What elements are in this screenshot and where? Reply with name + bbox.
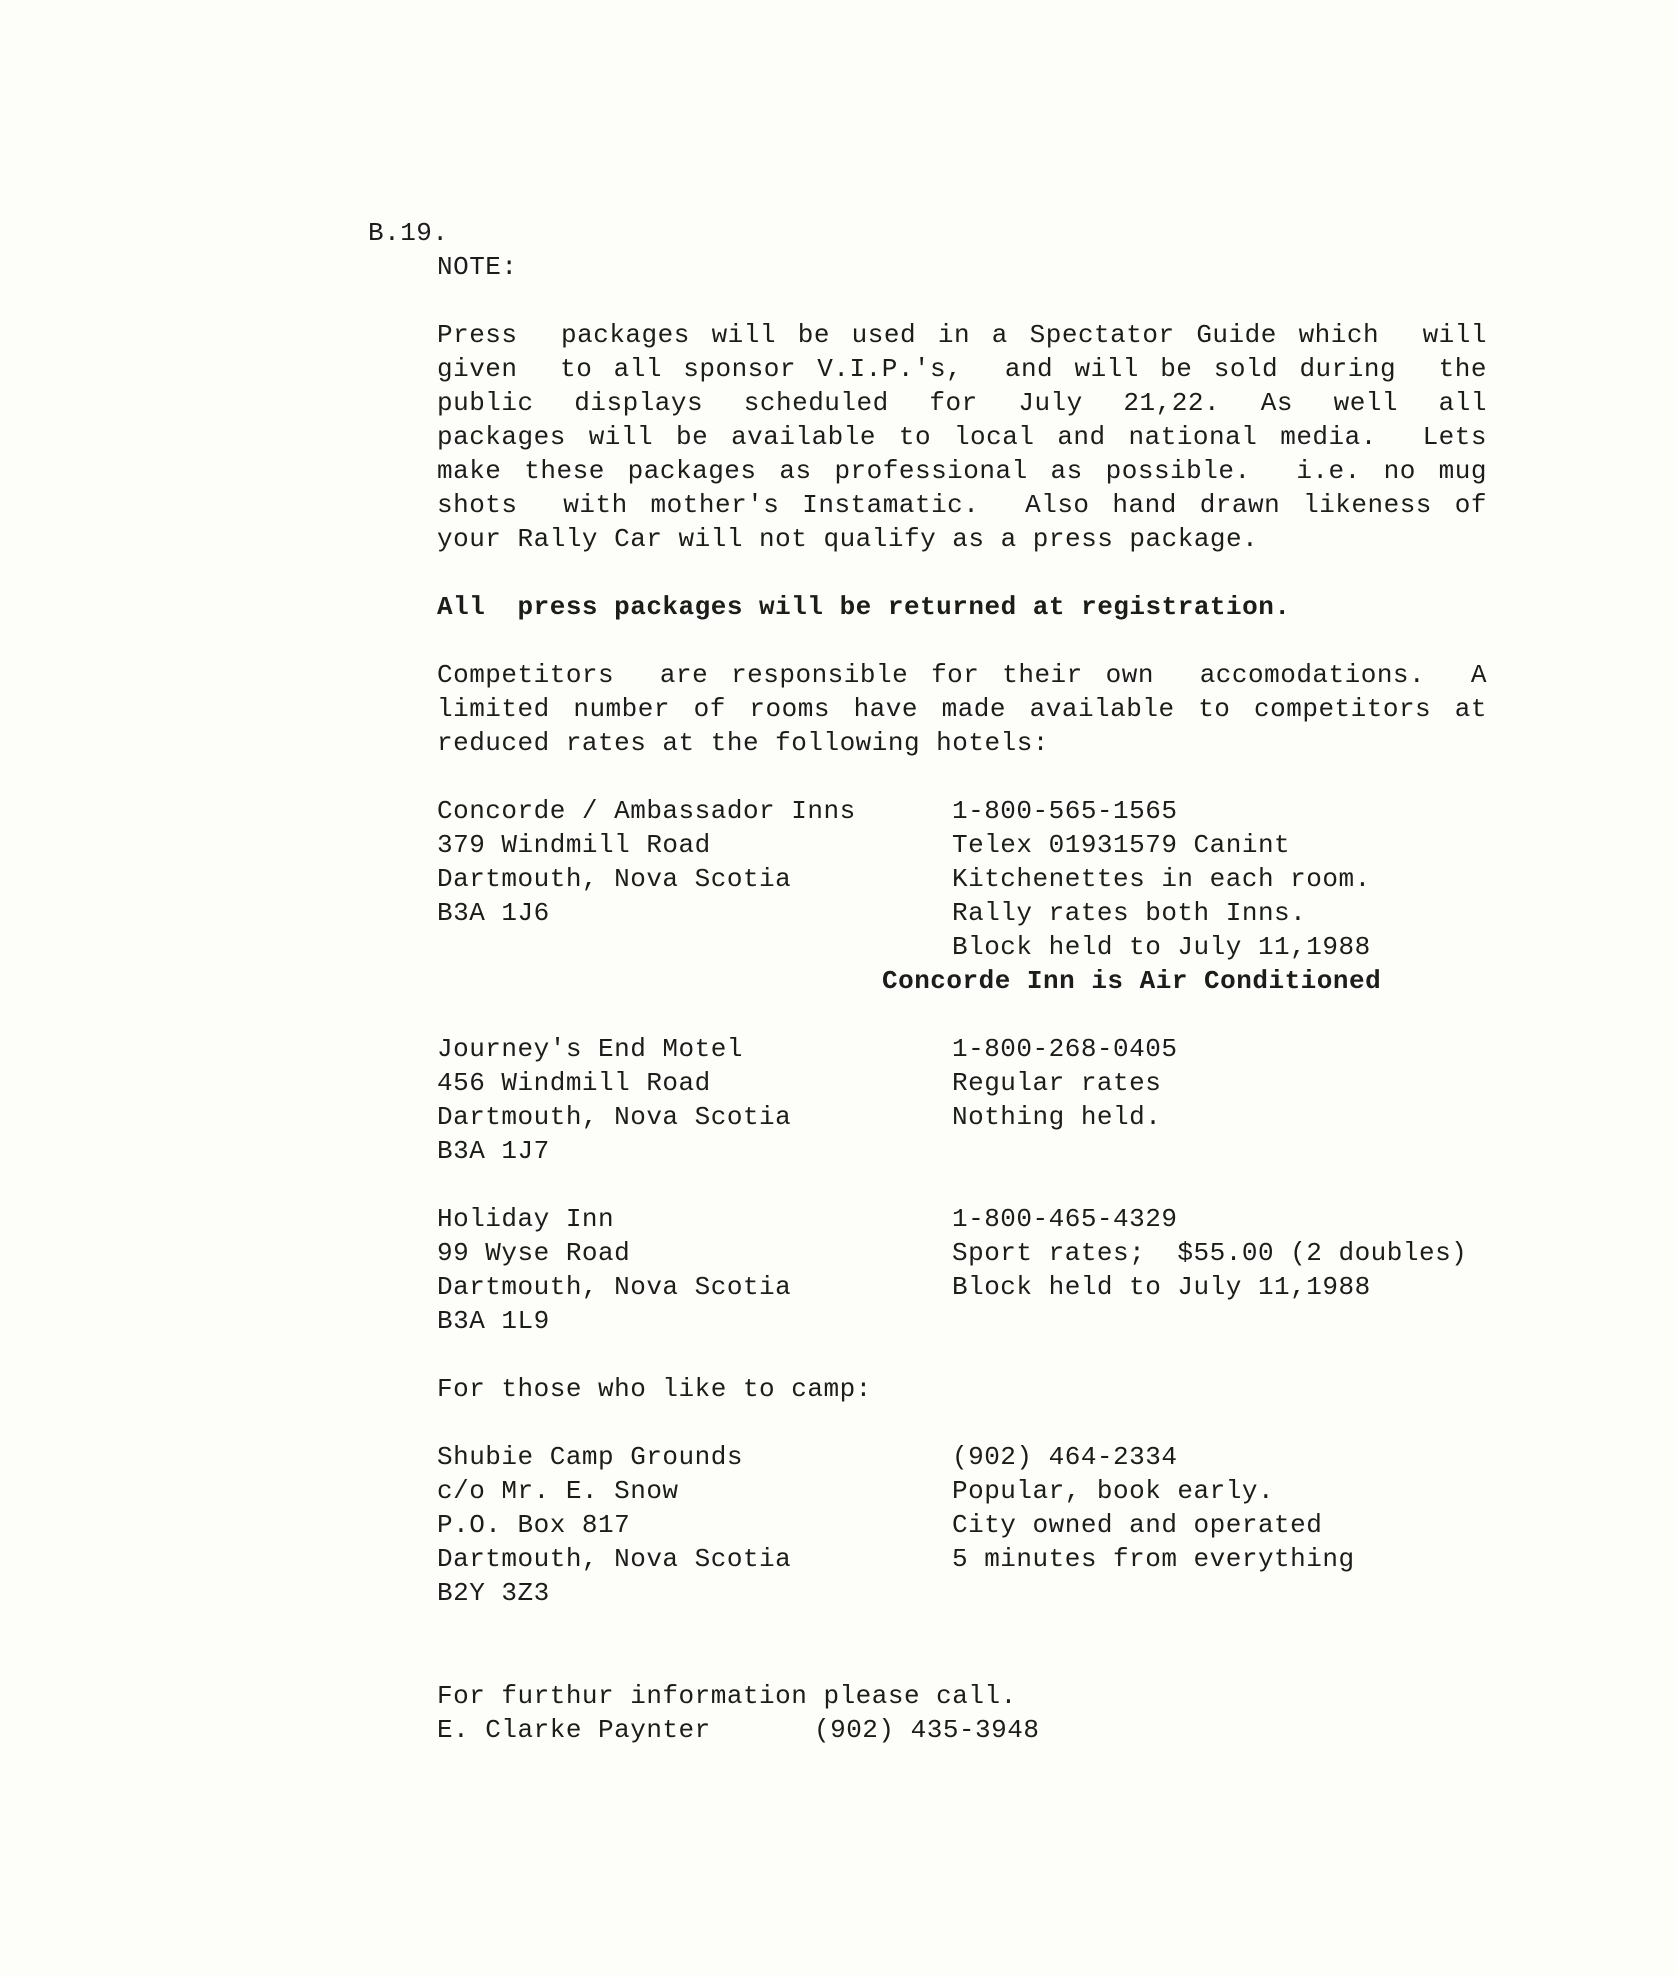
hotel-city: Dartmouth, Nova Scotia <box>437 1272 792 1302</box>
footer-contact-name: E. Clarke Paynter <box>437 1715 711 1745</box>
camp-po-box: P.O. Box 817 <box>437 1510 631 1540</box>
paragraph-line: make these packages as professional as possible. i.e. no mug <box>437 456 1487 486</box>
camp-detail: Popular, book early. <box>952 1476 1275 1506</box>
hotel-detail: Block held to July 11,1988 <box>952 1272 1371 1302</box>
footer-info-line: For furthur information please call. <box>437 1681 1017 1711</box>
hotel-phone: 1-800-465-4329 <box>952 1204 1178 1234</box>
hotel-phone: 1-800-565-1565 <box>952 796 1178 826</box>
camp-name: Shubie Camp Grounds <box>437 1442 743 1472</box>
hotel-postal-code: B3A 1J7 <box>437 1136 550 1166</box>
paragraph-line: given to all sponsor V.I.P.'s, and will be sold during the <box>437 354 1487 384</box>
camp-contact: c/o Mr. E. Snow <box>437 1476 679 1506</box>
hotel-street: 99 Wyse Road <box>437 1238 631 1268</box>
paragraph-line: Competitors are responsible for their own accomodations. A <box>437 660 1487 690</box>
hotel-street: 456 Windmill Road <box>437 1068 711 1098</box>
camp-phone: (902) 464-2334 <box>952 1442 1178 1472</box>
hotel-detail: Nothing held. <box>952 1102 1162 1132</box>
hotel-detail: Kitchenettes in each room. <box>952 864 1371 894</box>
paragraph-returned-at-registration: All press packages will be returned at registration. <box>437 592 1291 622</box>
camp-detail: City owned and operated <box>952 1510 1323 1540</box>
paragraph-line: packages will be available to local and national media. Lets <box>437 422 1487 452</box>
hotel-name: Holiday Inn <box>437 1204 615 1234</box>
hotel-name: Journey's End Motel <box>437 1034 743 1064</box>
paragraph-line: reduced rates at the following hotels: <box>437 728 1049 758</box>
camp-postal-code: B2Y 3Z3 <box>437 1578 550 1608</box>
camp-detail: 5 minutes from everything <box>952 1544 1355 1574</box>
hotel-name: Concorde / Ambassador Inns <box>437 796 856 826</box>
page-number: B.19. <box>368 218 449 248</box>
paragraph-line: limited number of rooms have made available to competitors at <box>437 694 1487 724</box>
hotel-detail: Sport rates; $55.00 (2 doubles) <box>952 1238 1468 1268</box>
camp-intro: For those who like to camp: <box>437 1374 872 1404</box>
hotel-postal-code: B3A 1L9 <box>437 1306 550 1336</box>
paragraph-line: Press packages will be used in a Spectator Guide which will <box>437 320 1487 350</box>
camp-city: Dartmouth, Nova Scotia <box>437 1544 792 1574</box>
note-heading: NOTE: <box>437 252 518 282</box>
hotel-city: Dartmouth, Nova Scotia <box>437 1102 792 1132</box>
hotel-air-conditioned-note: Concorde Inn is Air Conditioned <box>882 966 1382 996</box>
hotel-detail: Block held to July 11,1988 <box>952 932 1371 962</box>
hotel-detail: Regular rates <box>952 1068 1162 1098</box>
hotel-postal-code: B3A 1J6 <box>437 898 550 928</box>
hotel-detail: Rally rates both Inns. <box>952 898 1307 928</box>
hotel-phone: 1-800-268-0405 <box>952 1034 1178 1064</box>
paragraph-line: public displays scheduled for July 21,22. As well all <box>437 388 1487 418</box>
paragraph-line: your Rally Car will not qualify as a press package. <box>437 524 1259 554</box>
hotel-detail: Telex 01931579 Canint <box>952 830 1291 860</box>
footer-contact-phone: (902) 435-3948 <box>814 1715 1040 1745</box>
paragraph-line: shots with mother's Instamatic. Also hand drawn likeness of <box>437 490 1487 520</box>
hotel-city: Dartmouth, Nova Scotia <box>437 864 792 894</box>
hotel-street: 379 Windmill Road <box>437 830 711 860</box>
